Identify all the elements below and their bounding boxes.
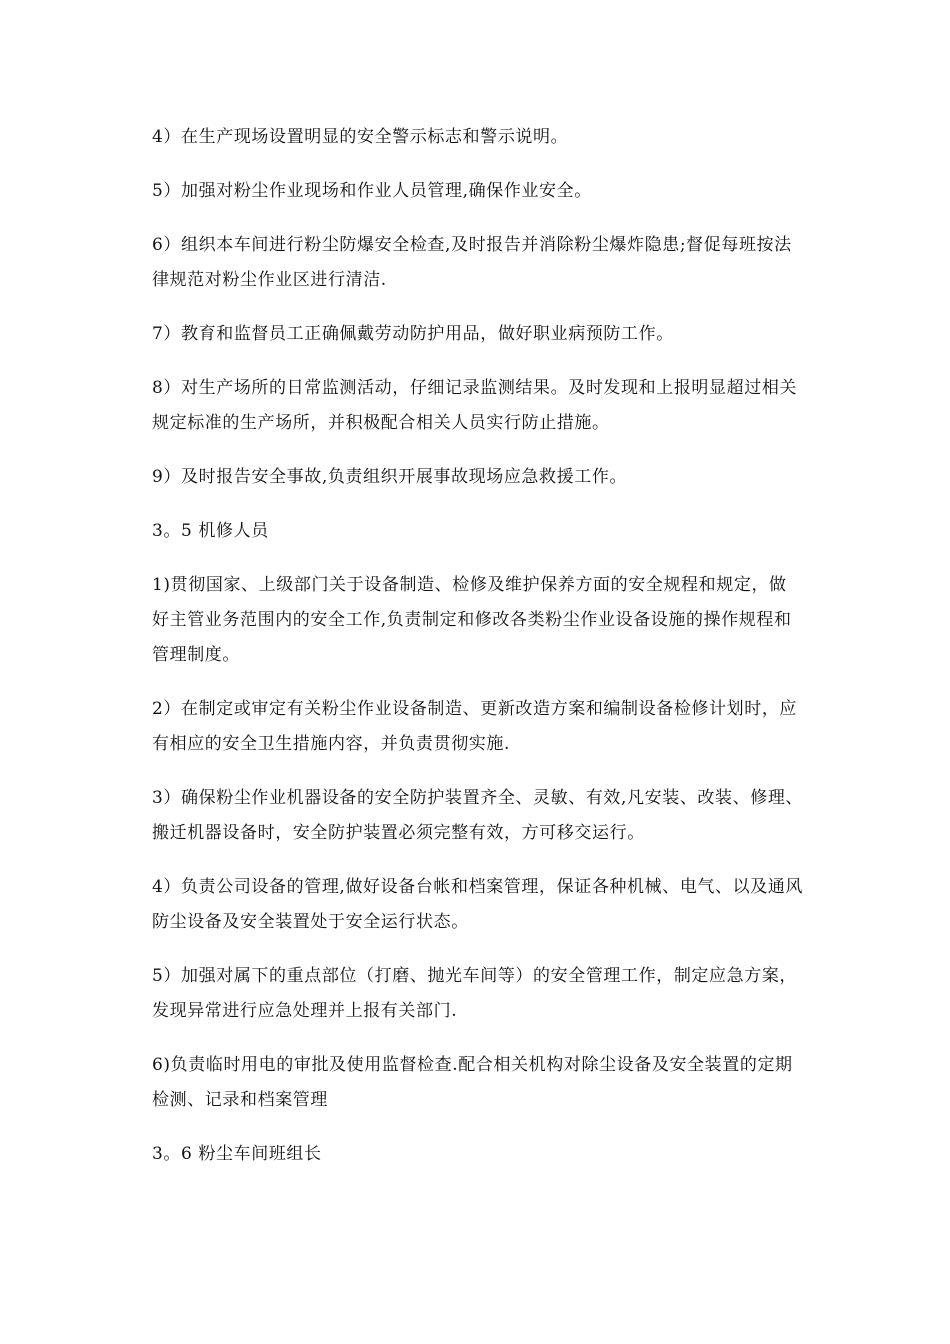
paragraph-warning-signs: 4）在生产现场设置明显的安全警示标志和警示说明。 bbox=[152, 127, 569, 147]
paragraph-maintenance-6: 6)负责临时用电的审批及使用监督检查.配合相关机构对除尘设备及安全装置的定期检测、记录和档案管理 bbox=[152, 1055, 793, 1110]
paragraph-maintenance-4: 4）负责公司设备的管理,做好设备台帐和档案管理，保证各种机械、电气、以及通风防尘设备及安全装置处于安全运行状态。 bbox=[152, 877, 804, 932]
paragraph-maintenance-3: 3）确保粉尘作业机器设备的安全防护装置齐全、灵敏、有效,凡安装、改装、修理、搬迁机器设备时，安全防护装置必须完整有效，方可移交运行。 bbox=[152, 788, 804, 843]
section-heading-maintenance-staff: 3。5 机修人员 bbox=[152, 521, 269, 541]
paragraph-maintenance-5: 5）加强对属下的重点部位（打磨、抛光车间等）的安全管理工作，制定应急方案，发现异常进行应急处理并上报有关部门. bbox=[152, 966, 798, 1021]
paragraph-ppe: 7）教育和监督员工正确佩戴劳动防护用品，做好职业病预防工作。 bbox=[152, 324, 674, 344]
paragraph-monitoring: 8）对生产场所的日常监测活动，仔细记录监测结果。及时发现和上报明显超过相关规定标准的生产场所，并积极配合相关人员实行防止措施。 bbox=[152, 378, 798, 433]
paragraph-maintenance-1: 1)贯彻国家、上级部门关于设备制造、检修及维护保养方面的安全规程和规定，做好主管业务范围内的安全工作,负责制定和修改各类粉尘作业设备设施的操作规程和管理制度。 bbox=[152, 575, 792, 665]
section-heading-team-leader: 3。6 粉尘车间班组长 bbox=[152, 1144, 322, 1164]
paragraph-inspection: 6）组织本车间进行粉尘防爆安全检查,及时报告并消除粉尘爆炸隐患;督促每班按法律规范对粉尘作业区进行清洁. bbox=[152, 235, 792, 290]
document-body bbox=[152, 120, 804, 1191]
paragraph-dust-management: 5）加强对粉尘作业现场和作业人员管理,确保作业安全。 bbox=[152, 181, 592, 201]
paragraph-maintenance-2: 2）在制定或审定有关粉尘作业设备制造、更新改造方案和编制设备检修计划时，应有相应的安全卫生措施内容，并负责贯彻实施. bbox=[152, 699, 798, 754]
paragraph-accident-response: 9）及时报告安全事故,负责组织开展事故现场应急救援工作。 bbox=[152, 467, 628, 487]
